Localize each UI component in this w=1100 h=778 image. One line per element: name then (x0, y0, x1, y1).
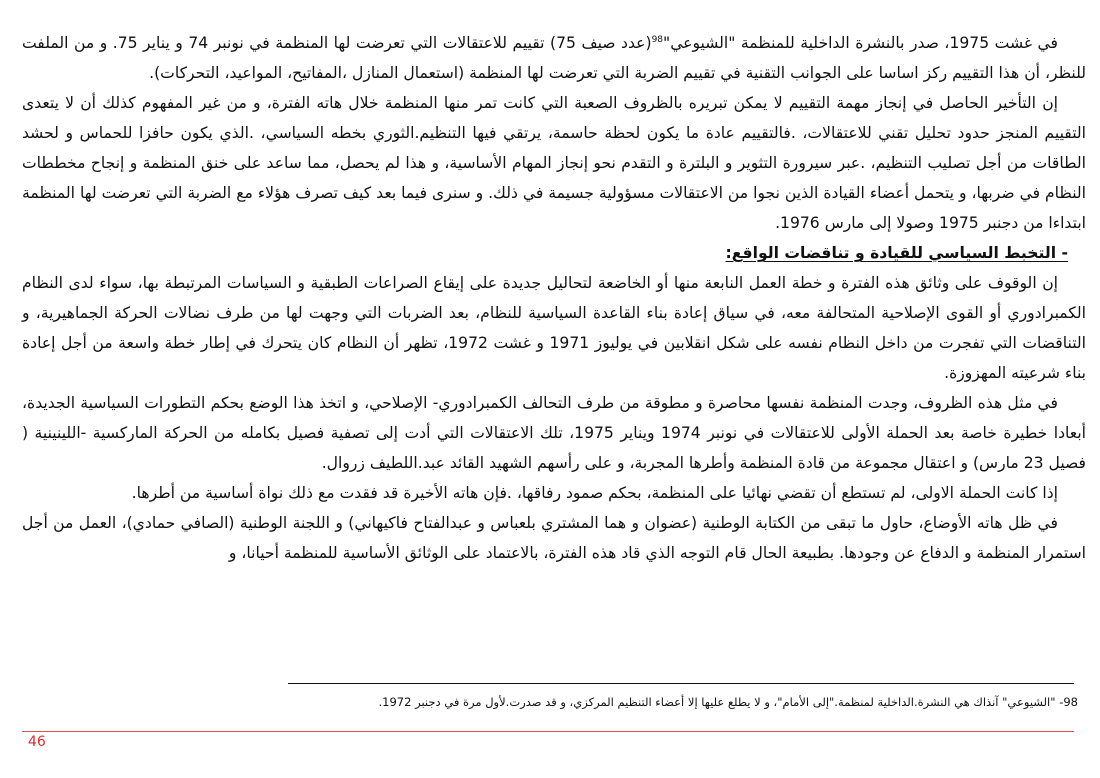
footnote-reference[interactable]: 98 (651, 34, 664, 45)
footnote: 98- "الشيوعي" آنذاك هي النشرة.الداخلية لمنظمة."إلى الأمام"، و لا يطلع عليها إلا أعضاء التنظيم المركزي، و قد صدرت.لأول مرة في دجنبر 1972. (378, 695, 1078, 709)
paragraph-3: إن الوقوف على وثائق هذه الفترة و خطة العمل النابعة منها أو الخاضعة لتحاليل جديدة على إيقاع الصراعات الطبقية و السياسات المرتبطة بها، سواء لدى النظام الكمبرادوري أو القوى الإصلاحية المتحالفة معه، في سياق إعادة بناء القاعدة السياسية للنظام، بعد الضربات التي وجهت لها من طرف نضالات الحركة الجماهيرية، و التناقضات التي تفجرت من داخل النظام نفسه على شكل انقلابين في يوليوز 1971 و غشت 1972، تظهر أن النظام كان يتحرك في إطار خطة واسعة من أجل إعادة بناء شرعيته المهزوزة. (22, 274, 1086, 382)
footnote-separator (288, 683, 1074, 684)
paragraph-5: إذا كانت الحملة الاولى، لم تستطع أن تقضي نهائيا على المنظمة، بحكم صمود رفاقها، .فإن هاته الأخيرة قد فقدت مع ذلك نواة أساسية من أطرها. (131, 484, 1058, 502)
paragraph-1-start: في غشت 1975، صدر بالنشرة الداخلية للمنظمة "الشيوعي" (663, 34, 1058, 52)
section-heading: - التخبط السياسي للقيادة و تناقضات الواقع: (725, 244, 1068, 262)
body-text (22, 28, 1086, 568)
paragraph-2: إن التأخير الحاصل في إنجاز مهمة التقييم لا يمكن تبريره بالظروف الصعبة التي كانت تمر منها المنظمة خلال هاته الفترة، و من غير المفهوم كذلك أن لا يتعدى التقييم المنجز حدود تحليل تقني للاعتقالات، .فالتقييم عادة ما يكون لحظة حاسمة، يرتقي فيها التنظيم.الثوري بخطه السياسي، .الذي يكون حافزا للحماس و لحشد الطاقات من أجل تصليب التنظيم، .عبر سيرورة التثوير و البلترة و التقدم نحو إنجاز المهام الأساسية، و هذا لم يحصل، مما ساعد على خنق المنظمة و إنجاح مخططات النظام في ضربها، و يتحمل أعضاء القيادة الذين نجوا من الاعتقالات مسؤولية جسيمة في ذلك. و سنرى فيما بعد كيف تصرف هؤلاء مع الضربة التي تعرضت لها المنظمة ابتداءا من دجنبر 1975 وصولا إلى مارس 1976. (22, 94, 1086, 232)
paragraph-1 (22, 28, 1086, 88)
paragraph-1-end: (عدد صيف 75) تقييم للاعتقالات التي تعرضت لها المنظمة في نونبر 74 و يناير 75. و من الملفت للنظر، أن هذا التقييم ركز اساسا على الجوانب التقنية في تقييم الضربة التي تعرضت لها المنظمة (استعمال المنازل ،المفاتيح، المواعيد، التحركات). (22, 34, 1086, 82)
paragraph-4: في مثل هذه الظروف، وجدت المنظمة نفسها محاصرة و مطوقة من طرف التحالف الكمبرادوري- الإصلاحي، و اتخذ هذا الوضع بحكم التطورات السياسية الجديدة، أبعادا خطيرة خاصة بعد الحملة الأولى للاعتقالات في نونبر 1974 ويناير 1975، تلك الاعتقالات التي أدت إلى تصفية فصيل بكامله من الحركة الماركسية -اللينينية ( فصيل 23 مارس) و اعتقال مجموعة من قادة المنظمة وأطرها المجربة، و على رأسهم الشهيد القائد عبد.اللطيف زروال. (22, 394, 1086, 472)
page-footer-rule (22, 731, 1074, 732)
page-number: 46 (28, 734, 46, 750)
paragraph-6: في ظل هاته الأوضاع، حاول ما تبقى من الكتابة الوطنية (عضوان و هما المشتري بلعباس و عبدالفتاح فاكيهاني) و اللجنة الوطنية (الصافي حمادي)، العمل من أجل استمرار المنظمة و الدفاع عن وجودها. بطبيعة الحال قام التوجه الذي قاد هذه الفترة، بالاعتماد على الوثائق الأساسية للمنظمة أحيانا، و (22, 514, 1086, 562)
